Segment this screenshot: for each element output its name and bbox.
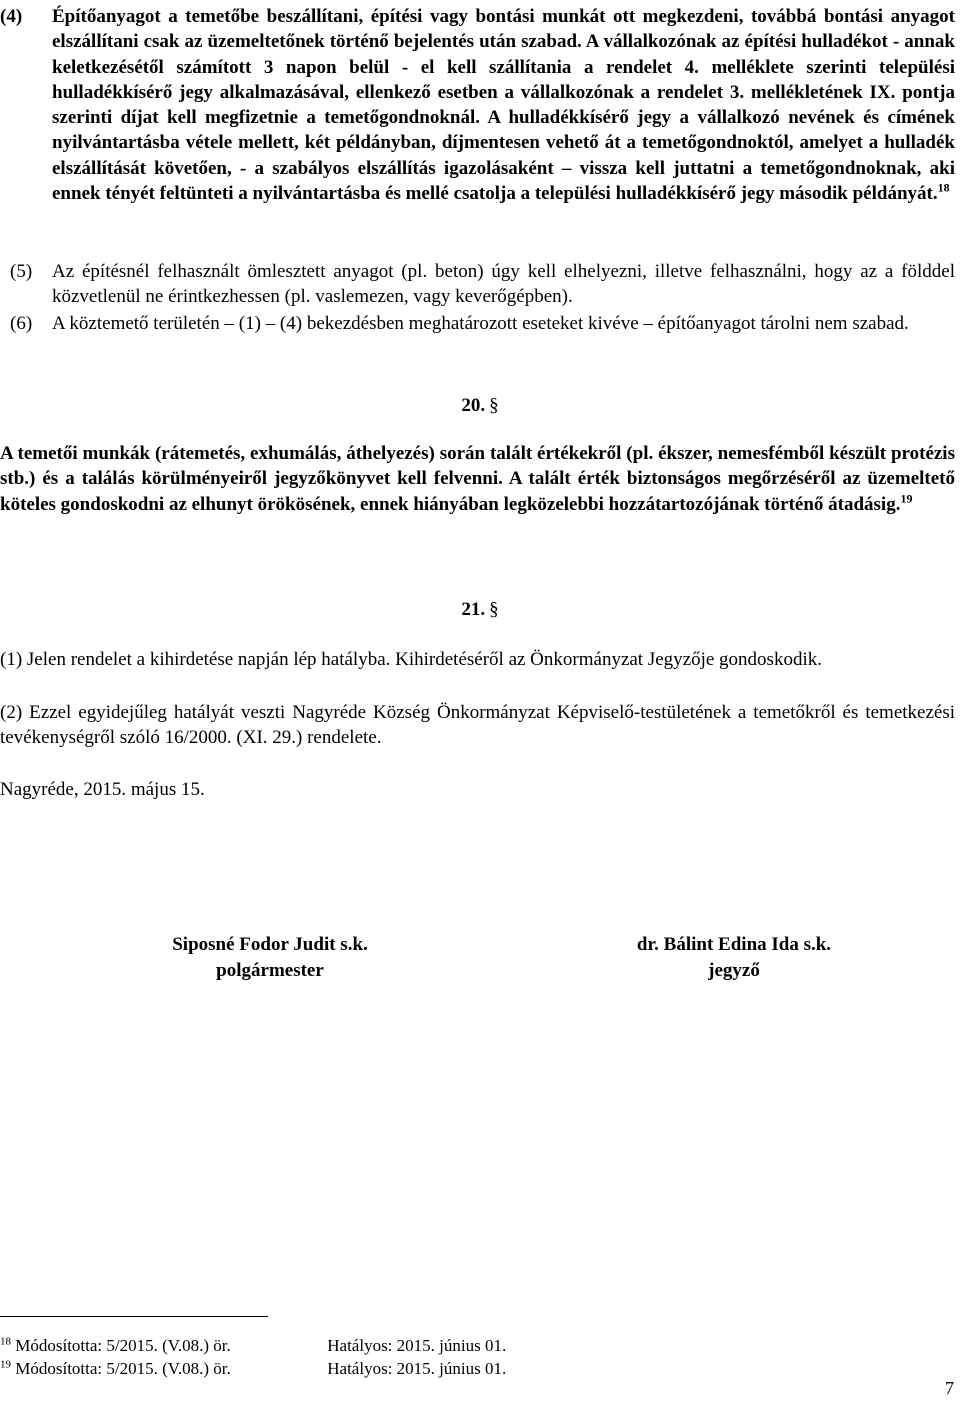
signature-block-notary <box>600 932 868 984</box>
paragraph-number: (2) <box>0 702 23 723</box>
footnote-separator <box>0 1316 268 1317</box>
footnote-18 <box>0 1336 506 1356</box>
paragraph-text: A köztemető területén – (1) – (4) bekezdésben meghatározott eseteket kivéve – építőanyagot tárolni nem szabad. <box>52 313 909 334</box>
paragraph-text: Az építésnél felhasznált ömlesztett anyagot (pl. beton) úgy kell elhelyezni, illetve felhasználni, hogy az a földdel közvetlenül ne érintkezhessen (pl. vaslemezen, vagy keverőgépben). <box>52 261 955 308</box>
footnote-number: 18 <box>0 1335 11 1348</box>
paragraph-number: (1) <box>0 649 23 670</box>
paragraph-number: (5) <box>10 261 33 282</box>
paragraph-5 <box>10 259 955 310</box>
footnote-effective: Hatályos: 2015. június 01. <box>327 1359 507 1378</box>
paragraph-text: Építőanyagot a temetőbe beszállítani, építési vagy bontási munkát ott megkezdeni, továbbá bontási anyagot elszállítani csak az üzemeltetőnek történő bejelentés után szabad. A vállalkozónak az építési hulladékot - annak keletkezésétől számított 3 napon belül - el kell szállítania a rendelet 4. melléklete szerinti települési hulladékkísérő jegy alkalmazásával, ellenkező esetben a vállalkozónak a rendelet 3. mellékletének IX. pontja szerinti díjat kell megfizetnie a temetőgondnoknál. A hulladékkísérő jegy a vállalkozó nevének és címének nyilvántartásba vétele mellett, két példányban, díjmentesen vehető át a temetőgondnoktól, amelyet a hulladék elszállítását követően, - a szabályos elszállítás igazolásaként – vissza kell juttatni a temetőgondnoknak, aki ennek tényét feltünteti a nyilvántartásba és mellé csatolja a települési hulladékkísérő jegy második példányát. <box>52 6 955 205</box>
signer-role: jegyző <box>708 960 760 981</box>
paragraph-4 <box>0 4 955 206</box>
footnote-number: 19 <box>0 1358 11 1371</box>
paragraph-text: Ezzel egyidejűleg hatályát veszti Nagyréde Község Önkormányzat Képviselő-testületének a temetőkről és temetkezési tevékenységről szóló 16/2000. (XI. 29.) rendelete. <box>0 702 956 749</box>
section-21-paragraph-1 <box>0 647 955 672</box>
footnote-ref-19[interactable]: 19 <box>900 491 913 506</box>
section-symbol: § <box>489 395 499 416</box>
paragraph-6 <box>10 311 955 336</box>
section-symbol: § <box>489 599 499 620</box>
footnote-modified: Módosította: 5/2015. (V.08.) ör. <box>15 1336 231 1355</box>
footnote-effective: Hatályos: 2015. június 01. <box>327 1336 507 1355</box>
paragraph-number: (6) <box>10 313 33 334</box>
place-date: Nagyréde, 2015. május 15. <box>0 779 205 800</box>
paragraph-number: (4) <box>0 6 23 27</box>
signer-name: Siposné Fodor Judit s.k. <box>172 934 368 955</box>
footnote-ref-18[interactable]: 18 <box>937 180 950 195</box>
section-heading-21: 21. § <box>461 599 499 620</box>
section-21-paragraph-2 <box>0 700 955 751</box>
signer-name: dr. Bálint Edina Ida s.k. <box>636 934 832 955</box>
signer-role: polgármester <box>216 960 324 981</box>
footnote-19 <box>0 1359 506 1379</box>
paragraph-text: Jelen rendelet a kihirdetése napján lép hatályba. Kihirdetéséről az Önkormányzat Jegyzője gondoskodik. <box>26 649 822 670</box>
section-heading-20: 20. § <box>461 395 499 416</box>
paragraph-text: A temetői munkák (rátemetés, exhumálás, áthelyezés) során talált értékekről (pl. ékszer, nemesfémből készült protézis stb.) és a találás körülményeiről jegyzőkönyvet kell felvenni. A talált érték biztonságos megőrzéséről az üzemeltető köteles gondoskodni az elhunyt örökösének, ennek hiányában legközelebbi hozzátartozójának történő átadásig. <box>0 443 955 515</box>
footnote-modified: Módosította: 5/2015. (V.08.) ör. <box>15 1359 231 1378</box>
section-20-text <box>0 441 955 517</box>
page-number: 7 <box>945 1378 954 1398</box>
signature-block-mayor <box>140 932 400 984</box>
